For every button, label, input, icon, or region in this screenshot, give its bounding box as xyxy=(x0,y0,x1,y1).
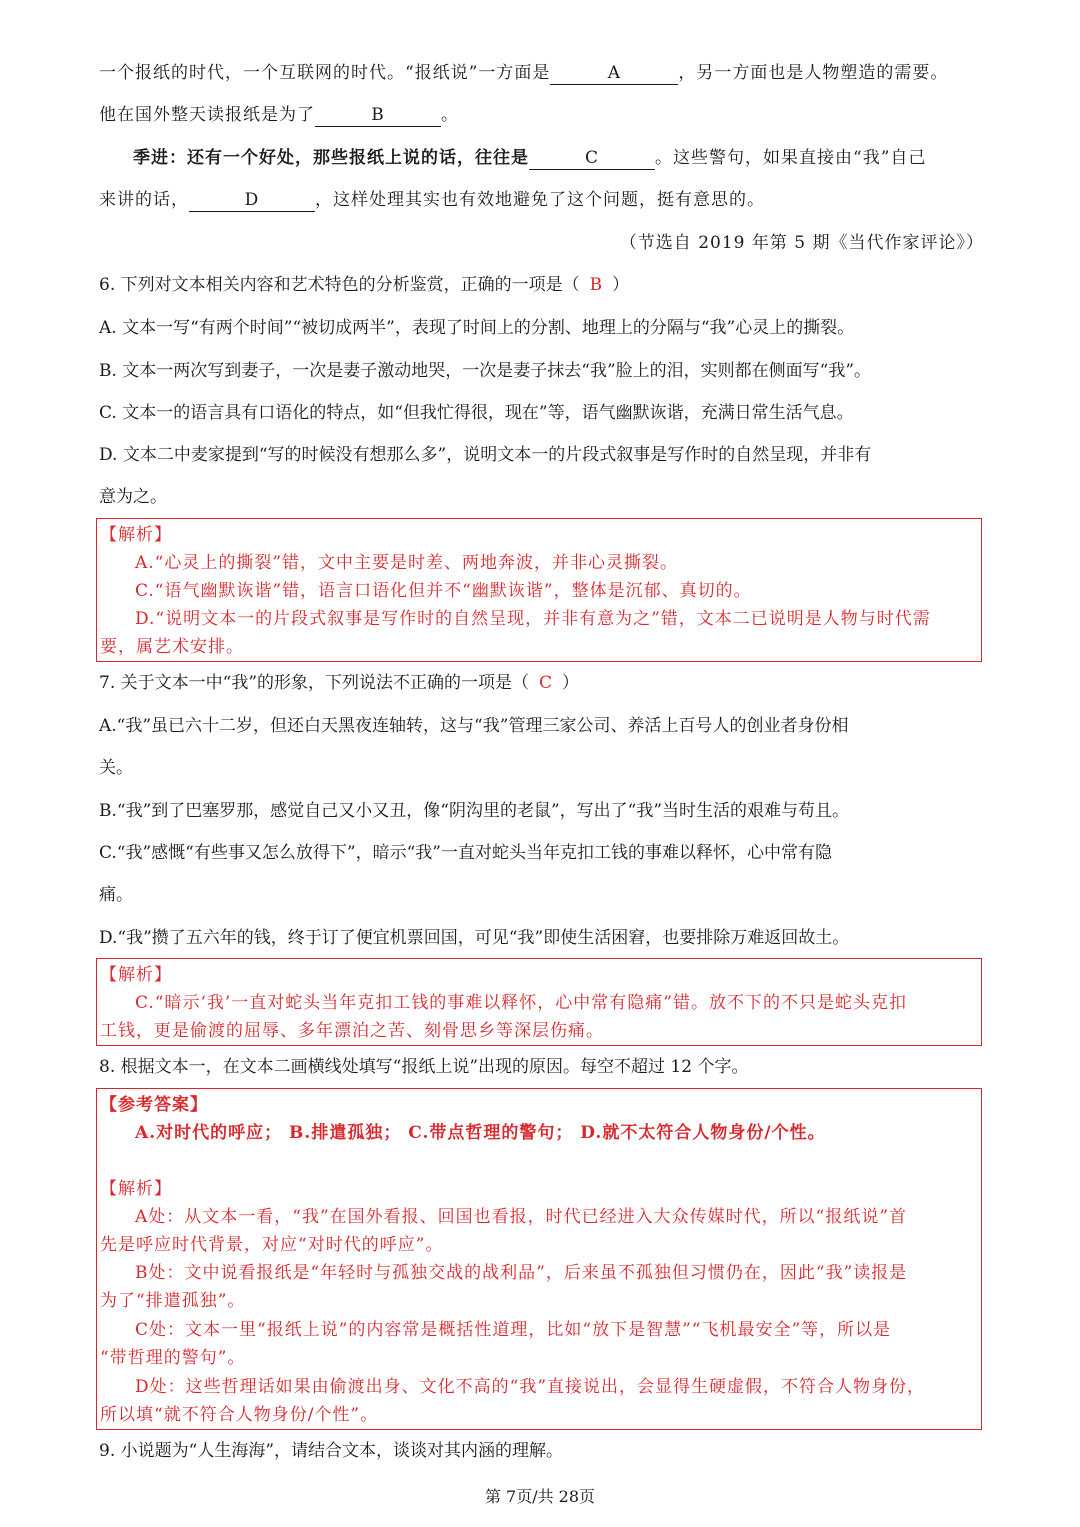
passage-text: 他在国外整天读报纸是为了 xyxy=(99,105,315,125)
q6-option-b: B. 文本一两次写到妻子，一次是妻子激动地哭，一次是妻子抹去“我”脸上的泪，实则都在侧面写“我”。 xyxy=(99,361,872,381)
q6-analysis-box xyxy=(96,518,982,662)
question-7-stem xyxy=(99,668,984,698)
q7-option-b: B.“我”到了巴塞罗那，感觉自己又小又丑，像“阴沟里的老鼠”，写出了“我”当时生活的艰难与苟且。 xyxy=(99,801,850,821)
analysis-title: 【解析】 xyxy=(100,525,172,545)
question-9-stem: 9. 小说题为“人生海海”，请结合文本，谈谈对其内涵的理解。 xyxy=(99,1441,564,1461)
reference-answer: A.对时代的呼应； B.排遣孤独； C.带点哲理的警句； D.就不太符合人物身份/个性。 xyxy=(135,1123,826,1143)
passage-text: ，这样处理其实也有效地避免了这个问题，挺有意思的。 xyxy=(315,190,765,210)
analysis-line: A处：从文本一看，“我”在国外看报、回国也看报，时代已经进入大众传媒时代，所以“报纸说”首 xyxy=(135,1207,908,1227)
q6-option-d-cont: 意为之。 xyxy=(99,487,167,507)
q7-option-a: A.“我”虽已六十二岁，但还白天黑夜连轴转，这与“我”管理三家公司、养活上百号人的创业者身份相 xyxy=(99,716,849,736)
blank-c: C xyxy=(529,147,655,170)
question-text: ） xyxy=(612,275,630,295)
analysis-line: 先是呼应时代背景，对应“对时代的呼应”。 xyxy=(100,1235,444,1255)
passage-text: 一个报纸的时代，一个互联网的时代。“报纸说”一方面是 xyxy=(99,63,551,83)
passage-line-2 xyxy=(99,100,984,130)
passage-text: 。这些警句，如果直接由“我”自己 xyxy=(655,148,927,168)
analysis-line: 要，属艺术安排。 xyxy=(100,637,244,657)
answer-letter: B xyxy=(589,275,603,295)
analysis-line: C处：文本一里“报纸上说”的内容常是概括性道理，比如“放下是智慧”“飞机最安全”等，所以是 xyxy=(135,1320,892,1340)
passage-line-4 xyxy=(99,185,984,215)
q6-option-a: A. 文本一写“有两个时间”“被切成两半”，表现了时间上的分割、地理上的分隔与“我”心灵上的撕裂。 xyxy=(99,318,855,338)
analysis-line: 工钱，更是偷渡的屈辱、多年漂泊之苦、刻骨思乡等深层伤痛。 xyxy=(100,1021,604,1041)
passage-text: 。 xyxy=(441,105,459,125)
answer-letter: C xyxy=(539,673,553,693)
question-text: 7. 关于文本一中“我”的形象，下列说法不正确的一项是（ xyxy=(99,673,530,693)
passage-source: （节选自 2019 年第 5 期《当代作家评论》） xyxy=(619,233,984,253)
blank-b: B xyxy=(315,104,441,127)
q7-analysis-box xyxy=(96,958,982,1046)
analysis-title: 【解析】 xyxy=(100,965,172,985)
question-text: ） xyxy=(562,673,580,693)
q6-option-c: C. 文本一的语言具有口语化的特点，如“但我忙得很，现在”等，语气幽默诙谐，充满日常生活气息。 xyxy=(99,403,854,423)
q8-answer-box xyxy=(96,1088,982,1430)
analysis-title: 【解析】 xyxy=(100,1179,172,1199)
question-6-stem xyxy=(99,270,984,300)
analysis-line: 为了“排遣孤独”。 xyxy=(100,1291,246,1311)
analysis-line: C.“暗示‘我’一直对蛇头当年克扣工钱的事难以释怀，心中常有隐痛”错。放不下的不只是蛇头克扣 xyxy=(135,993,907,1013)
blank-d: D xyxy=(189,189,315,212)
reference-title: 【参考答案】 xyxy=(100,1095,208,1115)
passage-line-1 xyxy=(99,58,984,88)
analysis-line: D.“说明文本一的片段式叙事是写作时的自然呈现，并非有意为之”错，文本二已说明是人物与时代需 xyxy=(135,609,931,629)
q7-option-c: C.“我”感慨“有些事又怎么放得下”，暗示“我”一直对蛇头当年克扣工钱的事难以释怀，心中常有隐 xyxy=(99,843,832,863)
q7-option-a-cont: 关。 xyxy=(99,758,133,778)
q6-option-d: D. 文本二中麦家提到“写的时候没有想那么多”，说明文本一的片段式叙事是写作时的自然呈现，并非有 xyxy=(99,445,872,465)
passage-text: 来讲的话， xyxy=(99,190,189,210)
blank-a: A xyxy=(550,62,678,85)
question-text: 6. 下列对文本相关内容和艺术特色的分析鉴赏，正确的一项是（ xyxy=(99,275,580,295)
analysis-line: D处：这些哲理话如果由偷渡出身、文化不高的“我”直接说出，会显得生硬虚假，不符合人物身份， xyxy=(135,1377,926,1397)
question-8-stem: 8. 根据文本一，在文本二画横线处填写“报纸上说”出现的原因。每空不超过 12 个字。 xyxy=(99,1057,749,1077)
analysis-line: “带哲理的警句”。 xyxy=(100,1348,246,1368)
q7-option-d: D.“我”攒了五六年的钱，终于订了便宜机票回国，可见“我”即使生活困窘，也要排除万难返回故土。 xyxy=(99,928,850,948)
page-footer: 第 7页/共 28页 xyxy=(484,1487,596,1506)
passage-text: ，另一方面也是人物塑造的需要。 xyxy=(678,63,949,83)
q7-option-c-cont: 痛。 xyxy=(99,885,133,905)
analysis-line: 所以填“就不符合人物身份/个性”。 xyxy=(100,1405,379,1425)
analysis-line: C.“语气幽默诙谐”错，语言口语化但并不“幽默诙谐”，整体是沉郁、真切的。 xyxy=(135,581,752,601)
passage-line-3 xyxy=(133,143,984,173)
passage-text: 季进：还有一个好处，那些报纸上说的话，往往是 xyxy=(133,148,529,168)
analysis-line: B处：文中说看报纸是“年轻时与孤独交战的战利品”，后来虽不孤独但习惯仍在，因此“我”读报是 xyxy=(135,1263,908,1283)
analysis-line: A.“心灵上的撕裂”错，文中主要是时差、两地奔波，并非心灵撕裂。 xyxy=(135,553,679,573)
